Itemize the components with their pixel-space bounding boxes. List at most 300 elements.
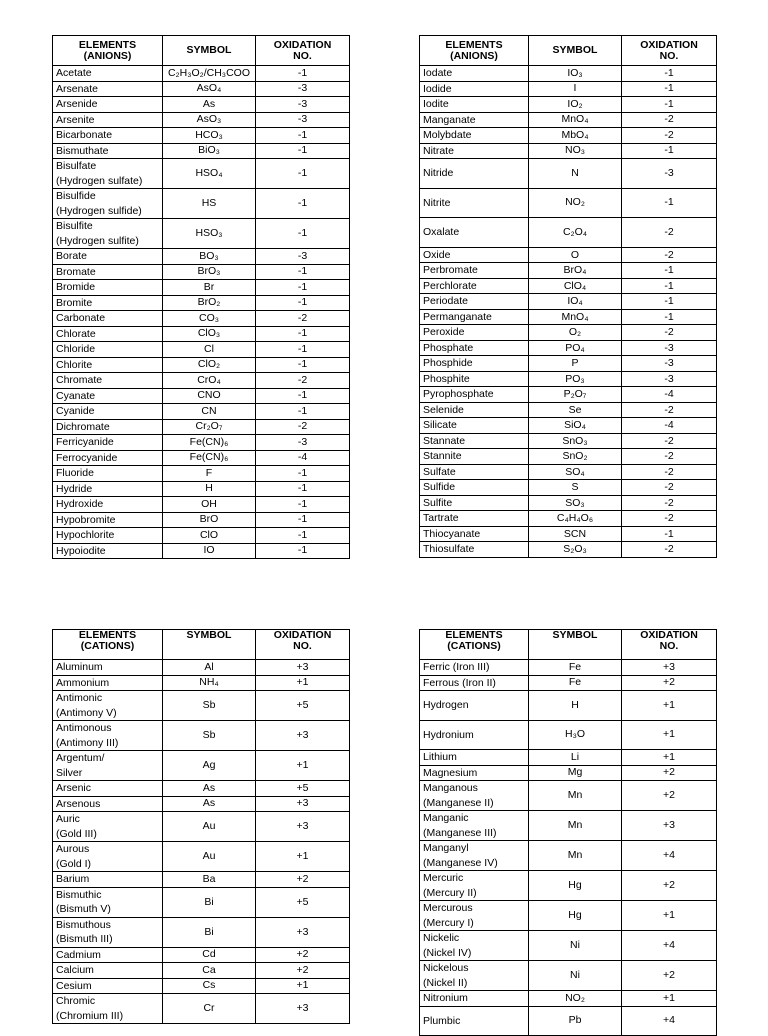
element-name-cell <box>53 751 163 781</box>
element-name-cell: Thiocyanate <box>420 526 529 542</box>
table-row <box>53 796 350 812</box>
oxidation-number-cell: -3 <box>256 112 350 128</box>
table-row <box>53 295 350 311</box>
symbol-cell: SnO₂ <box>529 449 622 465</box>
element-name-cell: Dichromate <box>53 419 163 435</box>
symbol-cell: HCO₃ <box>163 128 256 144</box>
oxidation-number-cell: +4 <box>622 931 717 961</box>
oxidation-number-cell: +1 <box>622 720 717 750</box>
text-line: NO. <box>659 49 679 62</box>
table-row <box>53 963 350 979</box>
oxidation-number-cell: +5 <box>256 887 350 917</box>
symbol-cell: Fe(CN)₆ <box>163 450 256 466</box>
element-name-cell: Chloride <box>53 342 163 358</box>
table-row <box>420 720 717 750</box>
element-name-cell: Cesium <box>53 978 163 994</box>
text-line: Argentum/ <box>56 752 105 764</box>
symbol-cell: Cr <box>163 994 256 1024</box>
symbol-cell: Mn <box>529 781 622 811</box>
text-line: NO. <box>659 640 679 652</box>
oxidation-number-cell: -2 <box>622 218 717 248</box>
text-line: Nickelic <box>423 932 460 945</box>
element-name-header <box>420 36 529 66</box>
table-row <box>53 342 350 358</box>
text-line: NO. <box>293 49 312 62</box>
symbol-cell: AsO₄ <box>163 81 256 97</box>
table-row <box>420 218 717 248</box>
table-row <box>420 991 717 1007</box>
element-name-cell: Selenide <box>420 402 529 418</box>
symbol-cell: IO₃ <box>529 66 622 82</box>
table-row <box>420 961 717 991</box>
table-row <box>420 325 717 341</box>
symbol-cell: Au <box>163 842 256 872</box>
symbol-cell: Ba <box>163 872 256 888</box>
symbol-cell: CNO <box>163 388 256 404</box>
header-row <box>420 36 717 66</box>
table-row <box>53 917 350 947</box>
text-line: Manganous <box>423 782 478 795</box>
oxidation-number-cell: +2 <box>622 765 717 781</box>
symbol-cell: HSO₃ <box>163 219 256 249</box>
element-name-cell: Iodate <box>420 66 529 82</box>
element-name-cell: Chlorite <box>53 357 163 373</box>
table-row <box>53 481 350 497</box>
symbol-cell: H <box>163 481 256 497</box>
symbol-cell: Ag <box>163 751 256 781</box>
element-name-header <box>420 630 529 660</box>
table-row <box>420 128 717 144</box>
oxidation-number-cell: -2 <box>622 449 717 465</box>
element-name-cell <box>53 842 163 872</box>
element-name-cell: Ferrocyanide <box>53 450 163 466</box>
element-name-cell: Nitride <box>420 159 529 189</box>
table-row <box>420 159 717 189</box>
table-row <box>53 357 350 373</box>
element-name-cell <box>420 811 529 841</box>
oxidation-number-cell: +1 <box>622 750 717 766</box>
symbol-cell: NO₃ <box>529 143 622 159</box>
symbol-cell: C₂O₄ <box>529 218 622 248</box>
symbol-cell: NO₂ <box>529 991 622 1007</box>
symbol-cell: BrO₄ <box>529 263 622 279</box>
oxidation-number-header <box>256 630 350 660</box>
text-line: Bisulfide <box>56 190 96 202</box>
text-line: (Bismuth V) <box>56 903 111 915</box>
table-row <box>53 128 350 144</box>
table-row <box>420 511 717 527</box>
element-name-cell: Bromite <box>53 295 163 311</box>
symbol-cell: Cr₂O₇ <box>163 419 256 435</box>
element-name-cell: Phosphide <box>420 356 529 372</box>
symbol-cell: F <box>163 466 256 482</box>
table-row <box>53 660 350 676</box>
oxidation-number-cell: -1 <box>256 295 350 311</box>
table-row <box>420 112 717 128</box>
header-row <box>420 630 717 660</box>
element-name-cell: Periodate <box>420 294 529 310</box>
element-name-cell: Carbonate <box>53 311 163 327</box>
oxidation-number-cell: -1 <box>256 128 350 144</box>
symbol-header: SYMBOL <box>529 630 622 660</box>
element-name-cell: Ferric (Iron III) <box>420 660 529 676</box>
text-line: (Manganese IV) <box>423 856 498 869</box>
element-name-cell: Arsenide <box>53 97 163 113</box>
table-row <box>53 812 350 842</box>
oxidation-number-cell: -2 <box>622 480 717 496</box>
table-row <box>420 402 717 418</box>
oxidation-number-cell: -1 <box>622 263 717 279</box>
oxidation-number-cell: +3 <box>622 660 717 676</box>
oxidation-number-cell: +2 <box>256 947 350 963</box>
element-name-header <box>53 36 163 66</box>
table-row <box>420 675 717 691</box>
element-name-cell: Nitronium <box>420 991 529 1007</box>
symbol-cell: SCN <box>529 526 622 542</box>
table-row <box>53 466 350 482</box>
text-line: Bisulfite <box>56 220 93 232</box>
table-row <box>53 512 350 528</box>
text-line: OXIDATION <box>640 629 698 641</box>
symbol-cell: O <box>529 247 622 263</box>
oxidation-number-header <box>622 630 717 660</box>
table-row <box>53 528 350 544</box>
oxidation-number-cell: +3 <box>256 917 350 947</box>
oxidation-number-cell: -2 <box>622 433 717 449</box>
text-line: (Nickel II) <box>423 976 468 989</box>
element-name-cell: Bromate <box>53 264 163 280</box>
table-row <box>420 750 717 766</box>
text-line: (Gold III) <box>56 827 97 840</box>
element-name-cell: Lithium <box>420 750 529 766</box>
element-name-cell <box>53 812 163 842</box>
table-row <box>53 97 350 113</box>
oxidation-number-cell: -1 <box>256 543 350 559</box>
element-name-cell <box>420 931 529 961</box>
oxidation-number-cell: +1 <box>622 901 717 931</box>
table-row <box>420 526 717 542</box>
text-line: ELEMENTS <box>78 38 137 51</box>
element-name-cell: Phosphate <box>420 340 529 356</box>
cations-table-right <box>419 629 717 1036</box>
text-line: Antimonic <box>56 692 103 704</box>
symbol-cell: Ni <box>529 931 622 961</box>
symbol-header: SYMBOL <box>529 36 622 66</box>
oxidation-number-cell: -1 <box>622 97 717 113</box>
oxidation-number-cell: -2 <box>256 419 350 435</box>
symbol-cell: Li <box>529 750 622 766</box>
oxidation-number-cell: +1 <box>256 842 350 872</box>
table-row <box>53 994 350 1024</box>
table-row <box>420 247 717 263</box>
oxidation-number-cell: +1 <box>622 691 717 721</box>
element-name-cell <box>53 887 163 917</box>
oxidation-number-cell: +2 <box>256 963 350 979</box>
symbol-cell: PO₃ <box>529 371 622 387</box>
element-name-cell: Plumbic <box>420 1006 529 1036</box>
text-line: Mercurous <box>423 902 473 915</box>
table-row <box>53 66 350 82</box>
oxidation-number-cell: -4 <box>622 418 717 434</box>
cations-table-left <box>52 629 350 1024</box>
element-name-cell <box>53 159 163 189</box>
table-row <box>53 219 350 249</box>
text-line: Nickelous <box>423 962 469 975</box>
oxidation-number-cell: +2 <box>622 871 717 901</box>
element-name-cell: Arsenous <box>53 796 163 812</box>
text-line: (Chromium III) <box>56 1009 124 1022</box>
oxidation-number-cell: -1 <box>622 143 717 159</box>
element-name-cell: Stannate <box>420 433 529 449</box>
table-row <box>53 143 350 159</box>
oxidation-number-cell: -2 <box>622 247 717 263</box>
table-row <box>53 404 350 420</box>
element-name-cell: Hydride <box>53 481 163 497</box>
text-line: (Bismuth III) <box>56 933 113 945</box>
oxidation-number-cell: -3 <box>256 81 350 97</box>
oxidation-number-cell: -4 <box>256 450 350 466</box>
element-name-cell: Fluoride <box>53 466 163 482</box>
table-row <box>53 721 350 751</box>
oxidation-number-cell: -2 <box>622 542 717 558</box>
element-name-cell: Cadmium <box>53 947 163 963</box>
element-name-cell: Tartrate <box>420 511 529 527</box>
table-row <box>53 872 350 888</box>
oxidation-number-cell: -1 <box>256 528 350 544</box>
symbol-cell: BrO₃ <box>163 264 256 280</box>
oxidation-number-cell: +3 <box>256 812 350 842</box>
element-name-cell: Hypobromite <box>53 512 163 528</box>
symbol-cell: OH <box>163 497 256 513</box>
element-name-cell: Nitrate <box>420 143 529 159</box>
table-row <box>53 388 350 404</box>
oxidation-number-cell: -1 <box>256 388 350 404</box>
element-name-cell: Hydroxide <box>53 497 163 513</box>
oxidation-number-cell: -3 <box>256 249 350 265</box>
oxidation-number-cell: -2 <box>622 511 717 527</box>
text-line: (CATIONS) <box>80 640 135 652</box>
symbol-cell: BO₃ <box>163 249 256 265</box>
oxidation-number-cell: -1 <box>622 526 717 542</box>
text-line: Antimonous <box>56 722 112 734</box>
text-line: ELEMENTS <box>445 629 503 641</box>
oxidation-number-cell: -2 <box>622 495 717 511</box>
element-name-cell: Ammonium <box>53 675 163 691</box>
symbol-cell: Mn <box>529 811 622 841</box>
symbol-cell: ClO₃ <box>163 326 256 342</box>
table-row <box>420 66 717 82</box>
symbol-cell: Mg <box>529 765 622 781</box>
oxidation-number-cell: -1 <box>256 280 350 296</box>
text-line: Manganic <box>423 812 469 825</box>
symbol-cell: S₂O₃ <box>529 542 622 558</box>
oxidation-number-cell: +3 <box>622 811 717 841</box>
oxidation-number-header <box>256 36 350 66</box>
symbol-cell: P₂O₇ <box>529 387 622 403</box>
symbol-cell: Fe <box>529 675 622 691</box>
oxidation-number-cell: -1 <box>256 143 350 159</box>
oxidation-number-cell: -3 <box>622 159 717 189</box>
symbol-cell: Se <box>529 402 622 418</box>
table-row <box>53 435 350 451</box>
symbol-cell: Sb <box>163 691 256 721</box>
text-line: (Nickel IV) <box>423 946 472 959</box>
element-name-cell <box>53 219 163 249</box>
table-row <box>53 781 350 797</box>
element-name-cell: Perchlorate <box>420 278 529 294</box>
text-line: (Mercury II) <box>423 886 477 899</box>
table-row <box>420 542 717 558</box>
text-line: (ANIONS) <box>450 49 498 62</box>
table-row <box>53 264 350 280</box>
text-line: Aurous <box>56 843 90 855</box>
symbol-cell: MnO₄ <box>529 309 622 325</box>
text-line: (Manganese II) <box>423 796 494 809</box>
symbol-cell: Hg <box>529 871 622 901</box>
symbol-cell: H₃O <box>529 720 622 750</box>
oxidation-number-cell: +4 <box>622 1006 717 1036</box>
oxidation-number-cell: +1 <box>256 978 350 994</box>
symbol-cell: Ni <box>529 961 622 991</box>
element-name-cell: Peroxide <box>420 325 529 341</box>
table-row <box>420 841 717 871</box>
table-row <box>420 871 717 901</box>
oxidation-number-cell: -2 <box>622 402 717 418</box>
element-name-cell <box>53 691 163 721</box>
oxidation-number-cell: -2 <box>622 464 717 480</box>
oxidation-number-cell: -1 <box>256 326 350 342</box>
symbol-cell: HSO₄ <box>163 159 256 189</box>
symbol-cell: Fe <box>529 660 622 676</box>
oxidation-number-cell: -1 <box>256 497 350 513</box>
element-name-cell: Iodide <box>420 81 529 97</box>
table-row <box>53 189 350 219</box>
symbol-cell: AsO₃ <box>163 112 256 128</box>
symbol-cell: SiO₄ <box>529 418 622 434</box>
oxidation-number-cell: -2 <box>256 373 350 389</box>
table-row <box>53 373 350 389</box>
table-row <box>53 751 350 781</box>
element-name-cell: Phosphite <box>420 371 529 387</box>
symbol-cell: As <box>163 796 256 812</box>
oxidation-number-cell: -3 <box>622 340 717 356</box>
table-row <box>420 660 717 676</box>
oxidation-number-cell: -1 <box>256 189 350 219</box>
table-row <box>420 340 717 356</box>
symbol-cell: BiO₃ <box>163 143 256 159</box>
text-line: Manganyl <box>423 842 469 855</box>
symbol-cell: BrO₂ <box>163 295 256 311</box>
symbol-cell: CrO₄ <box>163 373 256 389</box>
oxidation-number-cell: -3 <box>256 435 350 451</box>
text-line: Silver <box>56 766 83 779</box>
table-row <box>53 497 350 513</box>
oxidation-number-cell: +1 <box>256 751 350 781</box>
anions-table-left <box>52 35 350 559</box>
element-name-cell: Bismuthate <box>53 143 163 159</box>
element-name-cell: Hydronium <box>420 720 529 750</box>
symbol-cell: SnO₃ <box>529 433 622 449</box>
element-name-cell: Hypoiodite <box>53 543 163 559</box>
oxidation-number-cell: -1 <box>256 342 350 358</box>
text-line: (Manganese III) <box>423 826 497 839</box>
element-name-cell: Stannite <box>420 449 529 465</box>
text-line: (Mercury I) <box>423 916 474 929</box>
anions-table-right <box>419 35 717 558</box>
oxidation-number-cell: +2 <box>622 675 717 691</box>
symbol-cell: IO <box>163 543 256 559</box>
element-name-cell: Acetate <box>53 66 163 82</box>
element-name-cell: Nitrite <box>420 188 529 218</box>
oxidation-number-cell: +2 <box>256 872 350 888</box>
element-name-cell <box>53 721 163 751</box>
symbol-cell: ClO₂ <box>163 357 256 373</box>
symbol-cell: Au <box>163 812 256 842</box>
oxidation-number-cell: -1 <box>622 278 717 294</box>
text-line: OXIDATION <box>273 38 332 51</box>
text-line: NO. <box>293 640 312 652</box>
symbol-cell: NO₂ <box>529 188 622 218</box>
element-name-cell <box>420 781 529 811</box>
element-name-cell: Sulfide <box>420 480 529 496</box>
element-name-cell: Borate <box>53 249 163 265</box>
oxidation-number-cell: +1 <box>256 675 350 691</box>
element-name-cell: Cyanate <box>53 388 163 404</box>
text-line: Bismuthous <box>56 918 111 931</box>
element-name-cell: Iodite <box>420 97 529 113</box>
element-name-cell: Pyrophosphate <box>420 387 529 403</box>
oxidation-number-cell: +2 <box>622 781 717 811</box>
element-name-cell: Bicarbonate <box>53 128 163 144</box>
table-row <box>53 675 350 691</box>
symbol-cell: P <box>529 356 622 372</box>
element-name-cell: Thiosulfate <box>420 542 529 558</box>
oxidation-number-cell: +1 <box>622 991 717 1007</box>
symbol-cell: CN <box>163 404 256 420</box>
oxidation-number-cell: -1 <box>622 309 717 325</box>
element-name-cell: Chlorate <box>53 326 163 342</box>
table-row <box>53 311 350 327</box>
table-row <box>53 450 350 466</box>
element-name-cell: Oxalate <box>420 218 529 248</box>
oxidation-number-cell: -1 <box>622 81 717 97</box>
oxidation-number-cell: -1 <box>256 159 350 189</box>
element-name-cell: Calcium <box>53 963 163 979</box>
oxidation-number-cell: -1 <box>256 66 350 82</box>
symbol-cell: Cl <box>163 342 256 358</box>
element-name-cell: Bromide <box>53 280 163 296</box>
element-name-cell: Sulfate <box>420 464 529 480</box>
element-name-cell: Perbromate <box>420 263 529 279</box>
table-row <box>53 947 350 963</box>
header-row <box>53 630 350 660</box>
table-row <box>420 294 717 310</box>
element-name-cell <box>53 994 163 1024</box>
table-row <box>420 263 717 279</box>
symbol-cell: MbO₄ <box>529 128 622 144</box>
text-line: (Hydrogen sulfite) <box>56 234 139 247</box>
symbol-cell: Pb <box>529 1006 622 1036</box>
table-row <box>420 781 717 811</box>
element-name-cell: Barium <box>53 872 163 888</box>
symbol-cell: Cs <box>163 978 256 994</box>
element-name-cell: Aluminum <box>53 660 163 676</box>
symbol-cell: SO₄ <box>529 464 622 480</box>
oxidation-number-cell: -2 <box>622 112 717 128</box>
header-row <box>53 36 350 66</box>
table-row <box>420 278 717 294</box>
oxidation-number-cell: -2 <box>256 311 350 327</box>
